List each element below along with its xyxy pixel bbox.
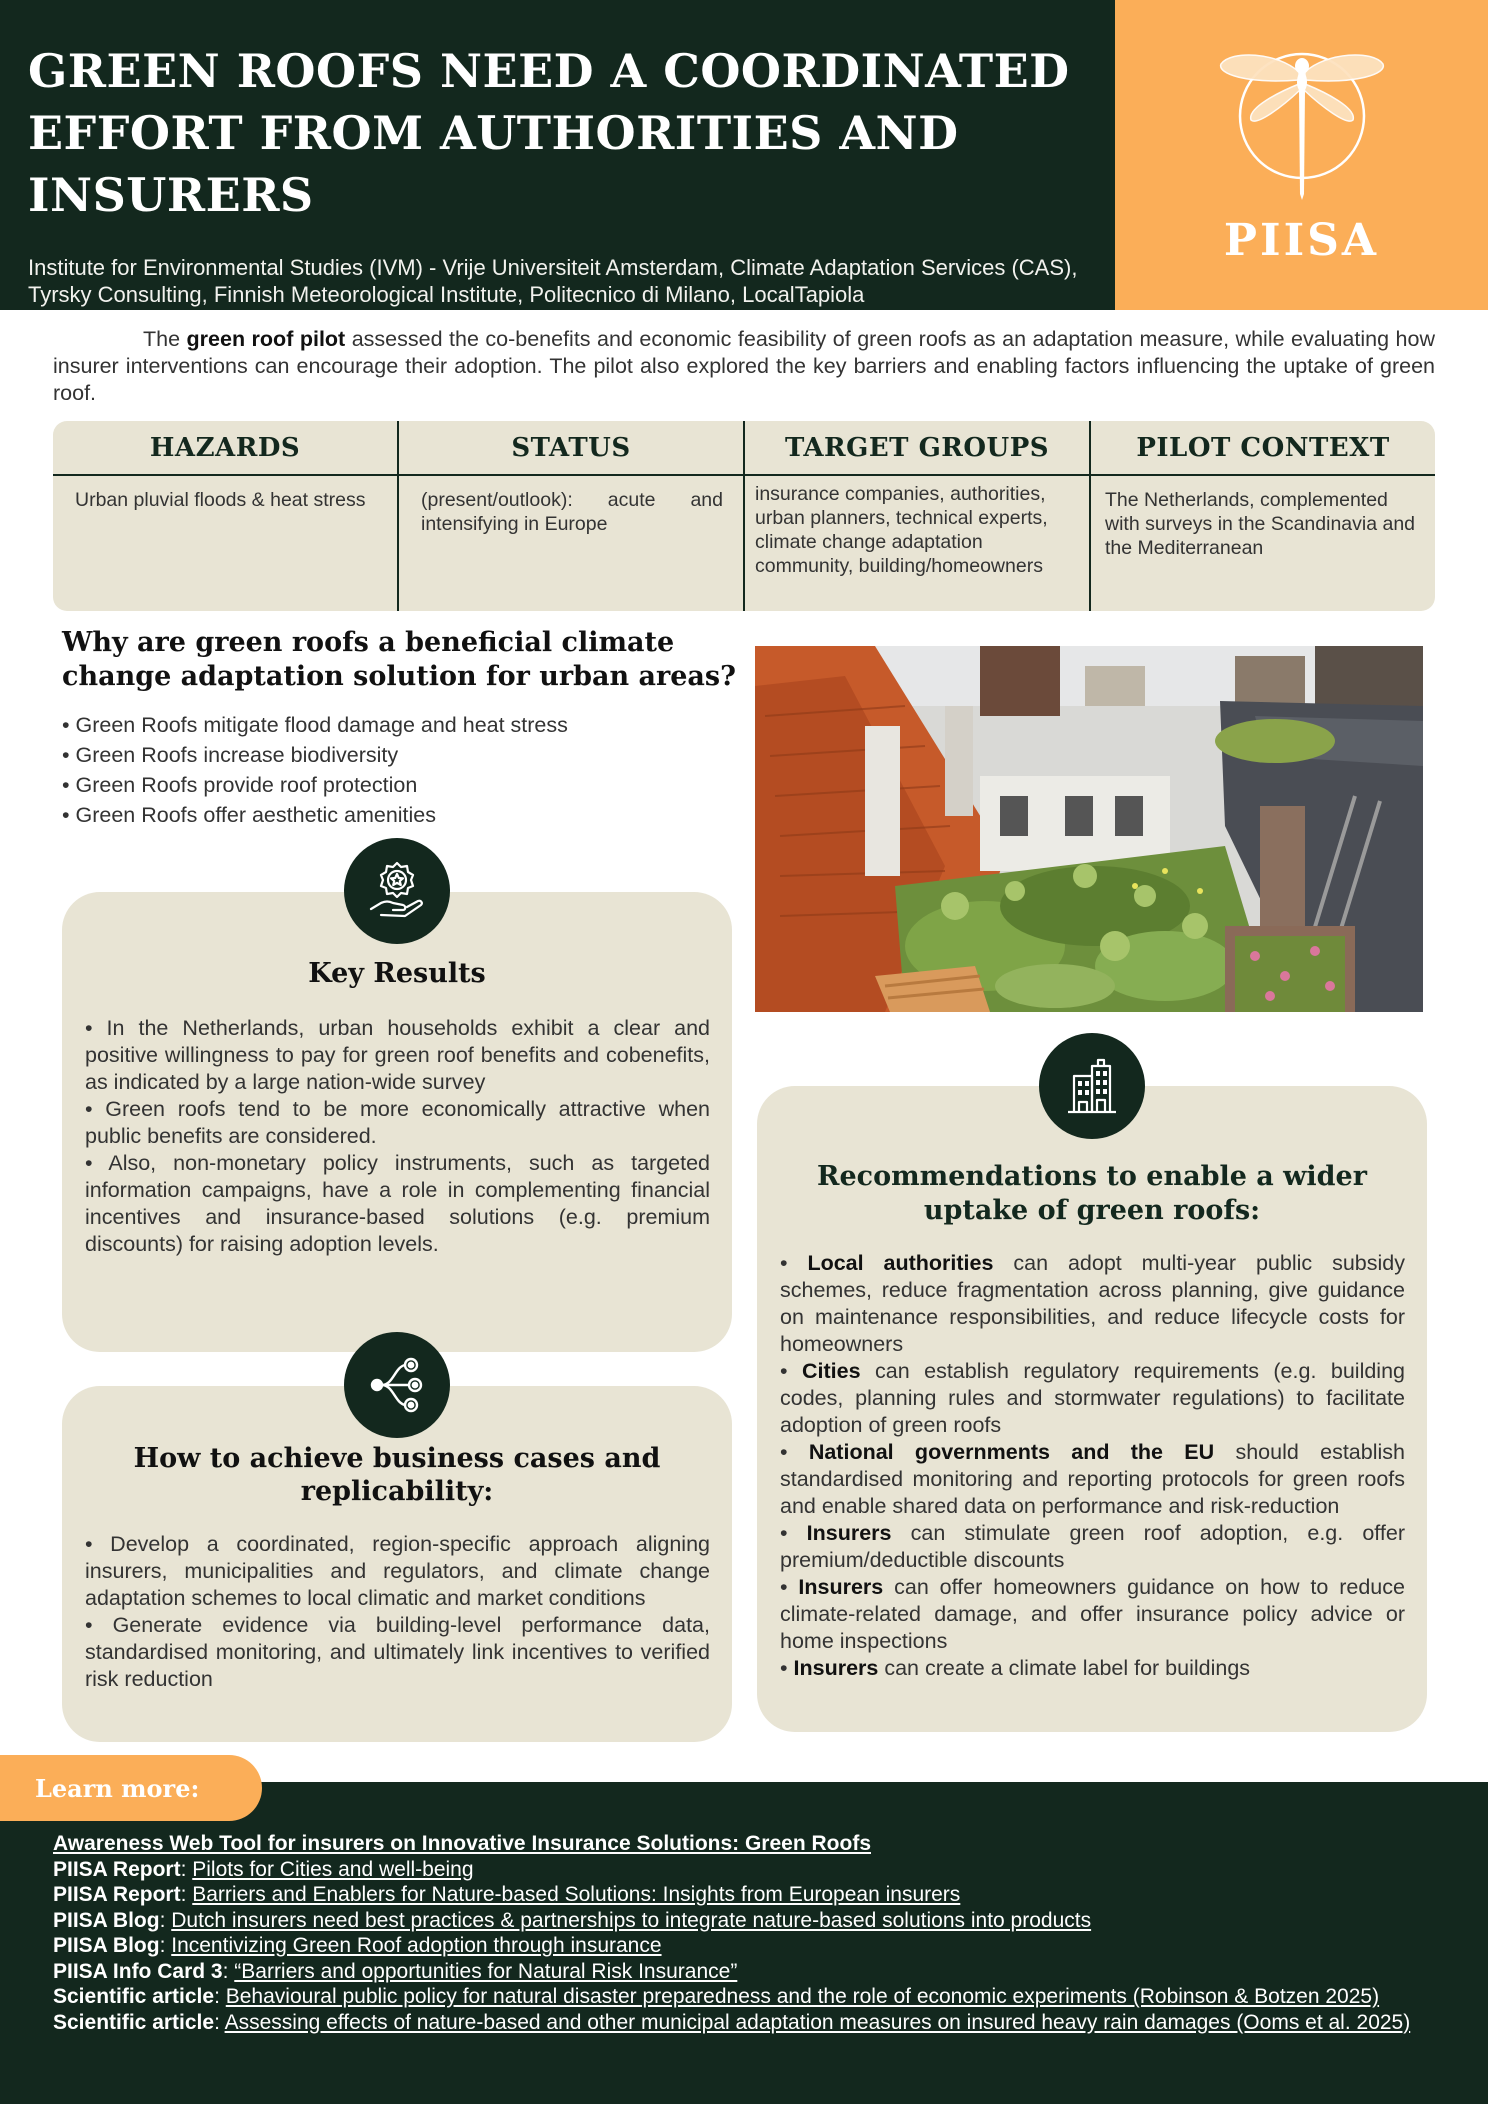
intro-text-end: assessed the co-benefits and economic feasibility of green roofs as an adaptation measure, while evaluating how insurer interventions can encourage their adoption. The pilot also explored the key barriers and enabling factors influencing the uptake of green roof. — [53, 327, 1435, 405]
green-roof-photo — [755, 646, 1423, 1012]
list-item: • Local authorities can adopt multi-year public subsidy schemes, reduce fragmentation across planning, give guidance on maintenance responsibilities, and reduce lifecycle costs for homeowners — [780, 1251, 1405, 1356]
link-prefix: PIISA Info Card 3 — [53, 1959, 223, 1983]
key-results-title: Key Results — [308, 958, 486, 989]
link-nature-based-measures-article[interactable]: Assessing effects of nature-based and other municipal adaptation measures on insured heavy rain damages (Ooms et al. 2025) — [224, 2010, 1411, 2034]
link-row — [53, 1908, 1435, 1934]
link-prefix: PIISA Report — [53, 1883, 181, 1906]
learn-more-label: Learn more: — [35, 1773, 200, 1803]
green-roof-illustration — [755, 646, 1423, 1012]
info-heading: TARGET GROUPS — [745, 421, 1089, 476]
info-column-status — [399, 421, 745, 611]
link-row — [53, 1857, 1435, 1883]
recommendation-subject: Insurers — [798, 1575, 884, 1599]
recommendations-badge — [1039, 1033, 1145, 1139]
why-heading: Why are green roofs a beneficial climate change adaptation solution for urban areas? — [62, 627, 736, 692]
intro-text-start: The — [143, 327, 187, 351]
poster-title-line-1: GREEN ROOFS NEED A COORDINATED — [28, 44, 1070, 98]
link-separator: : — [159, 1908, 172, 1932]
header-title-block — [0, 0, 1115, 310]
business-badge — [344, 1332, 450, 1438]
list-item: • Insurers can offer homeowners guidance on how to reduce climate-related damage, and offer insurance policy advice or home inspections — [780, 1575, 1405, 1653]
recommendations-card — [757, 1086, 1427, 1732]
why-list — [62, 710, 742, 830]
link-behavioural-policy-article[interactable]: Behavioural public policy for natural disaster preparedness and the role of economic experiments (Robinson & Botzen 2025) — [225, 1985, 1380, 2008]
recommendation-text: should establish standardised monitoring and reporting protocols for green roofs and enable shared data on performance and risk-reduction — [780, 1440, 1405, 1518]
list-item: • Insurers can create a climate label for buildings — [780, 1656, 1251, 1680]
list-item: • Green roofs tend to be more economically attractive when public benefits are considered. — [85, 1097, 710, 1148]
info-heading: HAZARDS — [53, 421, 397, 476]
business-text — [85, 1531, 710, 1693]
link-separator: : — [180, 1857, 193, 1881]
intro-paragraph — [53, 326, 1435, 407]
recommendation-subject: National governments and the EU — [808, 1440, 1215, 1464]
info-heading: PILOT CONTEXT — [1091, 421, 1435, 476]
list-item: • National governments and the EU should establish standardised monitoring and reporting protocols for green roofs and enable shared data on performance and risk-reduction — [780, 1440, 1405, 1518]
learn-more-tab — [0, 1755, 262, 1821]
link-prefix: Scientific article — [53, 2010, 215, 2034]
link-dutch-insurers-blog[interactable]: Dutch insurers need best practices & partnerships to integrate nature-based solutions into products — [171, 1908, 1092, 1932]
link-row — [53, 1933, 1435, 1959]
key-results-text — [85, 1015, 710, 1258]
poster-authors: Institute for Environmental Studies (IVM) - Vrije Universiteit Amsterdam, Climate Adaptation Services (CAS), Tyrsky Consulting, Finnish Meteorological Institute, Politecnico di Milano, LocalTapiola — [28, 255, 1078, 307]
list-item: • Green Roofs offer aesthetic amenities — [62, 803, 437, 827]
info-column-hazards — [53, 421, 399, 611]
network-nodes-icon — [365, 1353, 429, 1417]
info-body: The Netherlands, complemented with surveys in the Scandinavia and the Mediterranean — [1105, 489, 1416, 559]
key-results-badge — [344, 838, 450, 944]
recommendation-subject: Cities — [801, 1359, 861, 1383]
info-heading: STATUS — [399, 421, 743, 476]
info-body: insurance companies, authorities, urban planners, technical experts, climate change adaptation community, building/homeowners — [755, 483, 1048, 577]
dragonfly-icon — [1217, 44, 1387, 209]
recommendation-text: can establish regulatory requirements (e.g. building codes, planning rules and stormwater regulations) to facilitate adoption of green roofs — [780, 1359, 1405, 1437]
award-hand-icon — [365, 859, 429, 923]
recommendations-text — [780, 1250, 1405, 1682]
poster-title — [28, 40, 1087, 226]
info-body: (present/outlook): acute and intensifying in Europe — [421, 489, 723, 535]
list-item: • Green Roofs increase biodiversity — [62, 743, 399, 767]
link-row — [53, 1959, 1435, 1985]
business-card — [62, 1386, 732, 1742]
recommendation-text: can adopt multi-year public subsidy schemes, reduce fragmentation across planning, give guidance on maintenance responsibilities, and reduce lifecycle costs for homeowners — [780, 1251, 1405, 1356]
link-awareness-web-tool[interactable]: Awareness Web Tool for insurers on Innovative Insurance Solutions: Green Roofs — [53, 1832, 871, 1855]
link-separator: : — [214, 1985, 226, 2008]
list-item: • Also, non-monetary policy instruments, such as targeted information campaigns, have a role in complementing financial incentives and insurance-based solutions (e.g. premium discounts) for raising adoption levels. — [85, 1151, 710, 1256]
link-separator: : — [222, 1959, 235, 1983]
list-item: • Green Roofs mitigate flood damage and heat stress — [62, 713, 568, 737]
link-info-card-3[interactable]: “Barriers and opportunities for Natural Risk Insurance” — [234, 1959, 738, 1983]
recommendation-subject: Insurers — [793, 1656, 879, 1680]
link-separator: : — [159, 1934, 172, 1957]
link-prefix: PIISA Blog — [53, 1908, 160, 1932]
learn-more-links — [53, 1831, 1435, 2035]
piisa-logo — [1115, 0, 1488, 310]
link-row — [53, 1984, 1435, 2010]
info-column-target-groups — [745, 421, 1091, 611]
info-table — [53, 421, 1435, 611]
key-results-card — [62, 892, 732, 1352]
list-item: • Green Roofs provide roof protection — [62, 773, 418, 797]
link-pilots-cities[interactable]: Pilots for Cities and well-being — [192, 1857, 474, 1881]
list-item: • Cities can establish regulatory requirements (e.g. building codes, planning rules and stormwater regulations) to facilitate adoption of green roofs — [780, 1359, 1405, 1437]
link-prefix: Scientific article — [53, 1985, 215, 2008]
header — [0, 0, 1488, 310]
link-prefix: PIISA Blog — [53, 1934, 160, 1957]
recommendation-text: can create a climate label for buildings — [878, 1656, 1251, 1680]
info-column-pilot-context — [1091, 421, 1435, 611]
recommendation-subject: Local authorities — [807, 1251, 994, 1275]
link-incentivizing-blog[interactable]: Incentivizing Green Roof adoption through insurance — [171, 1934, 662, 1957]
link-separator: : — [180, 1883, 193, 1906]
recommendation-text: can offer homeowners guidance on how to reduce climate-related damage, and offer insurance policy advice or home inspections — [780, 1575, 1405, 1653]
link-prefix: PIISA Report — [53, 1857, 181, 1881]
poster-title-line-2: EFFORT FROM AUTHORITIES AND INSURERS — [28, 106, 959, 222]
intro-bold: green roof pilot — [186, 327, 346, 351]
recommendation-subject: Insurers — [806, 1521, 892, 1545]
info-body: Urban pluvial floods & heat stress — [75, 489, 366, 511]
link-barriers-enablers[interactable]: Barriers and Enablers for Nature-based Solutions: Insights from European insurers — [192, 1883, 961, 1906]
logo-text: PIISA — [1223, 215, 1380, 266]
recommendation-text: can stimulate green roof adoption, e.g. offer premium/deductible discounts — [780, 1521, 1405, 1572]
recommendations-title: Recommendations to enable a wider uptake of green roofs: — [817, 1161, 1367, 1226]
list-item: • Generate evidence via building-level performance data, standardised monitoring, and ultimately link incentives to verified risk reduction — [85, 1613, 710, 1691]
business-title: How to achieve business cases and replicability: — [133, 1443, 661, 1507]
building-icon — [1060, 1054, 1124, 1118]
list-item: • Insurers can stimulate green roof adoption, e.g. offer premium/deductible discounts — [780, 1521, 1405, 1572]
link-row — [53, 2010, 1435, 2036]
link-separator: : — [214, 2010, 225, 2034]
list-item: • Develop a coordinated, region-specific approach aligning insurers, municipalities and regulators, and climate change adaptation schemes to local climatic and market conditions — [85, 1532, 710, 1610]
list-item: • In the Netherlands, urban households exhibit a clear and positive willingness to pay for green roof benefits and cobenefits, as indicated by a large nation-wide survey — [85, 1016, 710, 1094]
link-row — [53, 1882, 1435, 1908]
